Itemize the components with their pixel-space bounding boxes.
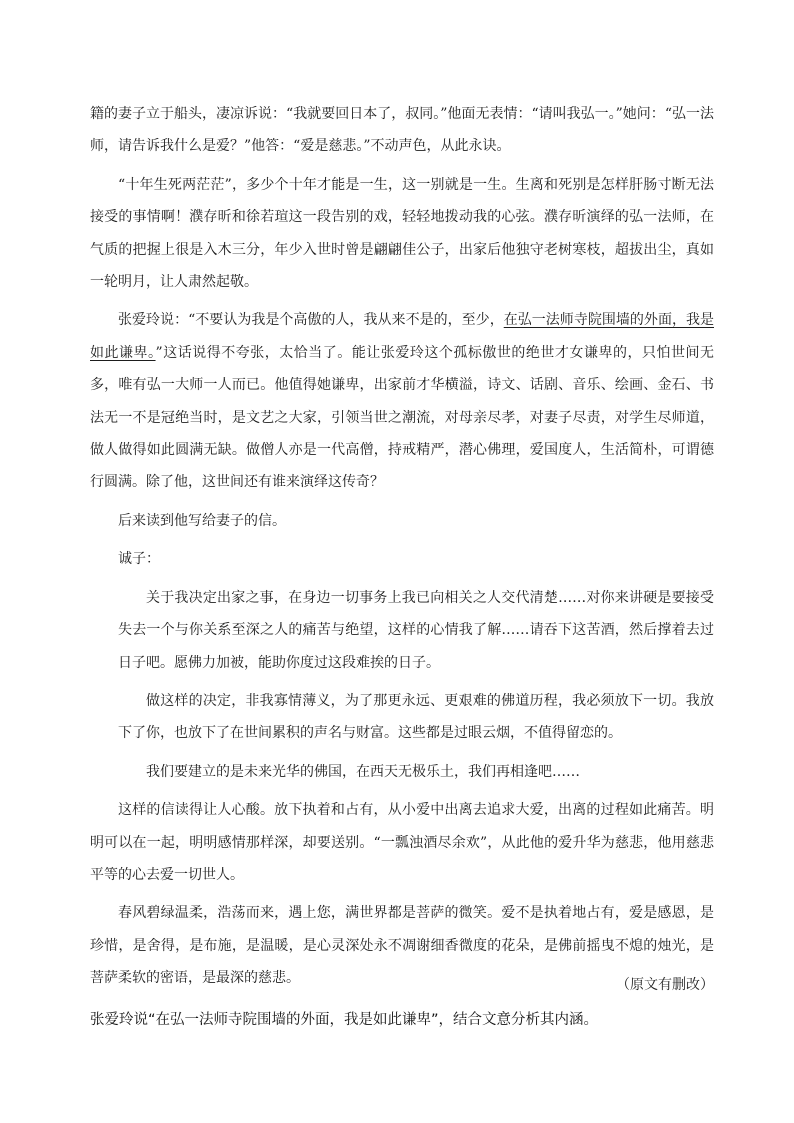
passage-paragraph-5: 这样的信读得让人心酸。放下执着和占有，从小爱中出离去追求大爱，出离的过程如此痛苦。明明可以在一起，明明感情那样深，却要送别。“一瓢浊酒尽余欢”，从此他的爱升华为慈悲，他用慈悲平等的心去爱一切世人。 [90, 802, 714, 883]
passage-paragraph-3 [90, 304, 714, 498]
letter-paragraph-3: 我们要建立的是未来光华的佛国，在西天无极乐土，我们再相逢吧…… [146, 763, 580, 780]
passage-paragraph-6: 春风碧绿温柔，浩荡而来，遇上您，满世界都是菩萨的微笑。爱不是执着地占有，爱是感恩，是珍惜，是舍得，是布施，是温暖，是心灵深处永不凋谢细香微度的花朵，是佛前摇曳不熄的烛光，是菩萨柔软的密语，是最深的慈悲。 [90, 905, 714, 987]
quote-analysis: ”这话说得不夸张，太恰当了。能让张爱玲这个孤标傲世的绝世才女谦卑的，只怕世间无多，唯有弘一大师一人而已。他值得她谦卑，出家前才华横溢，诗文、话剧、音乐、绘画、金石、书法无一不是冠绝当时，是文艺之大家，引领当世之潮流，对母亲尽孝，对妻子尽责，对学生尽师道，做人做得如此圆满无缺。做僧人亦是一代高僧，持戒精严，潜心佛理，爱国度人，生活简朴，可谓德行圆满。除了他，这世间还有谁来演绎这传奇？ [90, 344, 715, 491]
passage-body [90, 98, 714, 1001]
quote-intro: 张爱玲说：“不要认为我是个高傲的人，我从来不是的，至少， [118, 312, 504, 329]
passage-paragraph-2: “十年生死两茫茫”，多少个十年才能是一生，这一别就是一生。生离和死别是怎样肝肠寸断无法接受的事情啊！濮存昕和徐若瑄这一段告别的戏，轻轻地拨动我的心弦。濮存昕演绎的弘一法师，在气质的把握上很是入木三分，年少入世时曾是翩翩佳公子，出家后他独守老树寒枝，超拔出尘，真如一轮明月，让人肃然起敬。 [90, 176, 714, 291]
letter-salutation: 诚子： [118, 551, 160, 568]
underlined-quote: 在弘一法师寺院围墙的外面，我是如此谦卑。 [90, 312, 714, 361]
letter-paragraph-2: 做这样的决定，非我寡情薄义，为了那更永远、更艰难的佛道历程，我必须放下一切。我放下了你，也放下了在世间累积的声名与财富。这些都是过眼云烟，不值得留恋的。 [118, 692, 714, 742]
question-prompt: 张爱玲说“在弘一法师寺院围墙的外面，我是如此谦卑”，结合文意分析其内涵。 [90, 1012, 599, 1028]
passage-paragraph-1: 籍的妻子立于船头，凄凉诉说：“我就要回日本了，叔同。”他面无表情：“请叫我弘一。”她问：“弘一法师，请告诉我什么是爱？”他答：“爱是慈悲。”不动声色，从此永诀。 [90, 106, 714, 155]
passage-paragraph-4: 后来读到他写给妻子的信。 [118, 512, 286, 529]
source-note: （原文有删改） [616, 977, 714, 993]
letter-paragraph-1: 关于我决定出家之事，在身边一切事务上我已向相关之人交代清楚……对你来讲硬是要接受失去一个与你关系至深之人的痛苦与绝望，这样的心情我了解……请吞下这苦酒，然后撑着去过日子吧。愿佛力加被，能助你度过这段难挨的日子。 [118, 589, 714, 671]
